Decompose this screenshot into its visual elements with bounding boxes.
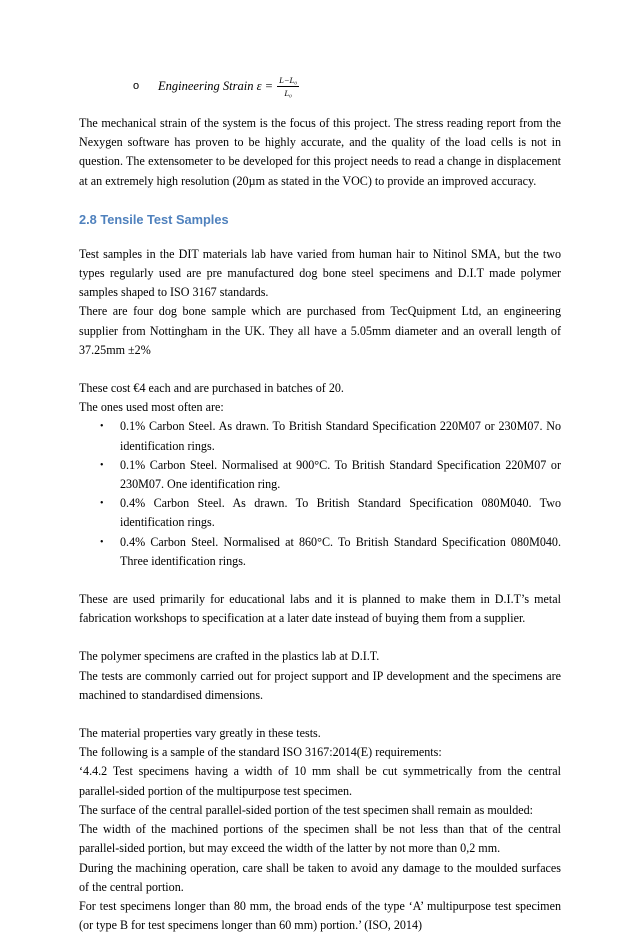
list-item bbox=[79, 456, 561, 494]
often-used-paragraph: The ones used most often are: bbox=[79, 400, 224, 415]
strain-paragraph: The mechanical strain of the system is the focus of this project. The stress reading report from the Nexygen software has proven to be highly accurate, and the quality of the load cells is not in question. The extensometer to be developed for this project needs to read a change in displacement at an extremely high resolution (20µm as stated in the VOC) to provide an improved accuracy. bbox=[79, 116, 561, 188]
polymer-paragraph-2: The tests are commonly carried out for project support and IP development and the specimens are machined to standardised dimensions. bbox=[79, 668, 561, 702]
list-item bbox=[79, 494, 561, 532]
educational-paragraph: These are used primarily for educational labs and it is planned to make them in D.I.T’s metal fabrication workshops to specification at a later date instead of buying them from a supplier. bbox=[79, 592, 561, 626]
dog-bone-paragraph: There are four dog bone sample which are purchased from TecQuipment Ltd, an engineering supplier from Nottingham in the UK. They all have a 5.05mm diameter and an overall length of 37.25mm ±2% bbox=[79, 304, 561, 357]
iso-quote-1: ‘4.4.2 Test specimens having a width of 10 mm shall be cut symmetrically from the central parallel-sided portion of the multipurpose test specimen. bbox=[79, 764, 561, 798]
bullet-icon: • bbox=[100, 459, 104, 471]
list-item bbox=[79, 533, 561, 571]
list-item-text: 0.4% Carbon Steel. Normalised at 860°C. To British Standard Specification 080M040. Three identification rings. bbox=[120, 534, 561, 568]
page-content bbox=[79, 66, 561, 935]
formula-lhs: Engineering Strain ε = bbox=[158, 78, 274, 93]
list-item-text: 0.4% Carbon Steel. As drawn. To British Standard Specification 080M040. Two identification rings. bbox=[120, 496, 561, 530]
list-item-text: 0.1% Carbon Steel. Normalised at 900°C. To British Standard Specification 220M07 or 230M07. One identification ring. bbox=[120, 457, 561, 492]
samples-intro-paragraph: Test samples in the DIT materials lab have varied from human hair to Nitinol SMA, but the two types regularly used are pre manufactured dog bone steel specimens and D.I.T made polymer samples shaped to ISO 3167 standards. bbox=[79, 246, 561, 300]
cost-paragraph: These cost €4 each and are purchased in batches of 20. bbox=[79, 381, 344, 396]
formula-bullet: o bbox=[133, 80, 140, 92]
iso-intro-paragraph: The following is a sample of the standard ISO 3167:2014(E) requirements: bbox=[79, 745, 442, 760]
iso-quote-2: The surface of the central parallel-sided portion of the test specimen shall remain as moulded: bbox=[79, 802, 534, 817]
iso-quote-3: The width of the machined portions of the specimen shall be not less than that of the central parallel-sided portion, but may exceed the width of the latter by not more than 0,2 mm. bbox=[79, 822, 561, 856]
formula-denominator: L₀ bbox=[284, 87, 293, 98]
list-item bbox=[79, 417, 561, 455]
bullet-icon: • bbox=[100, 536, 104, 548]
list-item-text: 0.1% Carbon Steel. As drawn. To British Standard Specification 220M07 or 230M07. No identification rings. bbox=[120, 419, 561, 453]
bullet-icon: • bbox=[100, 421, 104, 433]
iso-quote-4: During the machining operation, care shall be taken to avoid any damage to the moulded surfaces of the central portion. bbox=[79, 860, 561, 894]
formula-fraction bbox=[277, 75, 299, 98]
bullet-icon: • bbox=[100, 498, 104, 510]
specimen-list bbox=[79, 417, 561, 571]
formula-numerator: L−L₀ bbox=[279, 74, 298, 85]
material-properties-paragraph: The material properties vary greatly in these tests. bbox=[79, 726, 321, 741]
polymer-paragraph-1: The polymer specimens are crafted in the plastics lab at D.I.T. bbox=[79, 649, 380, 664]
section-heading: 2.8 Tensile Test Samples bbox=[79, 211, 229, 227]
engineering-strain-formula bbox=[133, 66, 561, 106]
iso-quote-5: For test specimens longer than 80 mm, the broad ends of the type ‘A’ multipurpose test specimen (or type B for test specimens longer than 60 mm) portion.’ (ISO, 2014) bbox=[79, 898, 561, 933]
